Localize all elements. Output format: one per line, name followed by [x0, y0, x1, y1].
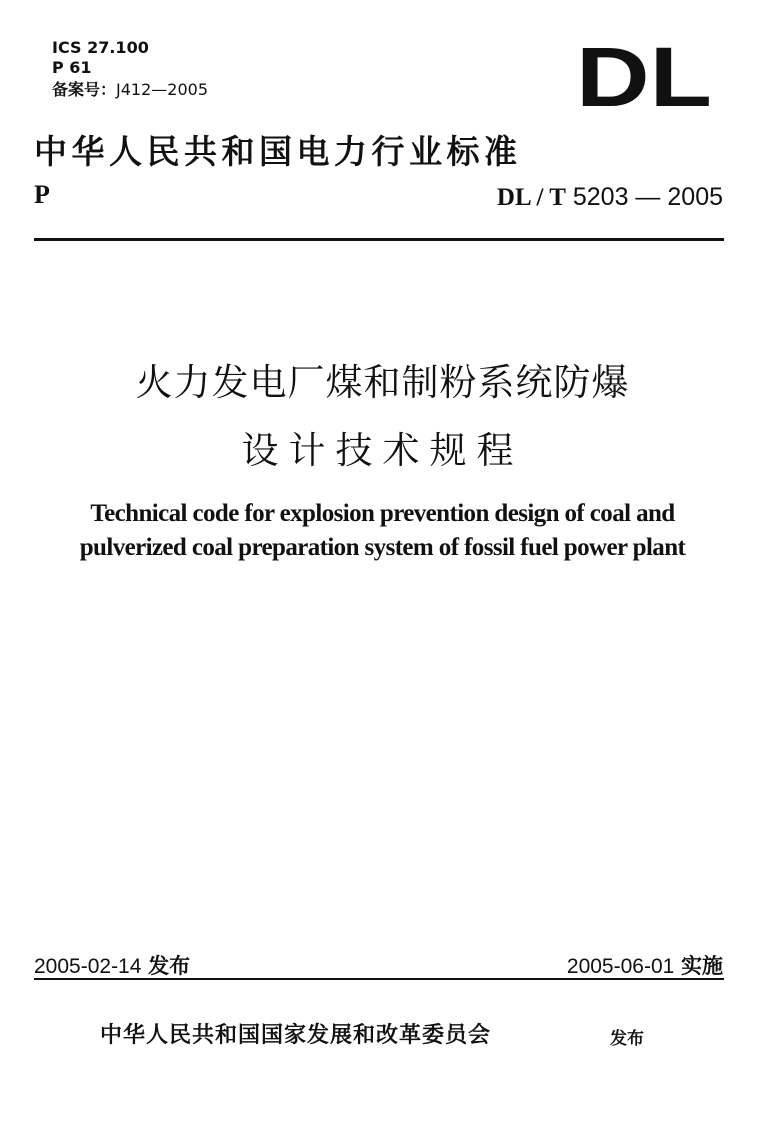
industry-standard-heading: 中华人民共和国电力行业标准: [34, 132, 522, 171]
ics-code: ICS 27.100: [52, 38, 149, 57]
chinese-title-line-2: 设计技术规程: [241, 429, 524, 472]
implement-date-value: 2005-06-01: [566, 955, 675, 978]
issuer-name: 中华人民共和国国家发展和改革委员会: [100, 1023, 492, 1048]
standard-number: [497, 183, 723, 212]
record-value: J412—2005: [116, 80, 208, 99]
dl-logo: [576, 44, 712, 108]
implement-date: [567, 950, 723, 980]
english-title-line-1: Technical code for explosion prevention design of coal and: [90, 500, 675, 527]
class-letter: P: [34, 180, 50, 209]
implement-date-label: 实施: [681, 954, 723, 978]
dl-logo-text: DL: [576, 44, 712, 108]
footer-rule: [34, 978, 724, 980]
publish-date-value: 2005-02-14: [34, 955, 142, 978]
publish-date: [34, 950, 190, 980]
standard-code: 5203 — 2005: [572, 183, 723, 211]
publish-date-label: 发布: [148, 954, 191, 978]
standard-prefix: DL / T: [496, 184, 566, 211]
issuer-action: 发布: [610, 1029, 644, 1049]
chinese-title-line-1: 火力发电厂煤和制粉系统防爆: [135, 361, 630, 404]
classification-code: P 61: [52, 58, 92, 77]
record-number: [52, 80, 208, 100]
header-rule: [34, 238, 724, 241]
english-title-line-2: pulverized coal preparation system of fossil fuel power plant: [79, 534, 686, 561]
record-label: 备案号：: [52, 80, 117, 99]
